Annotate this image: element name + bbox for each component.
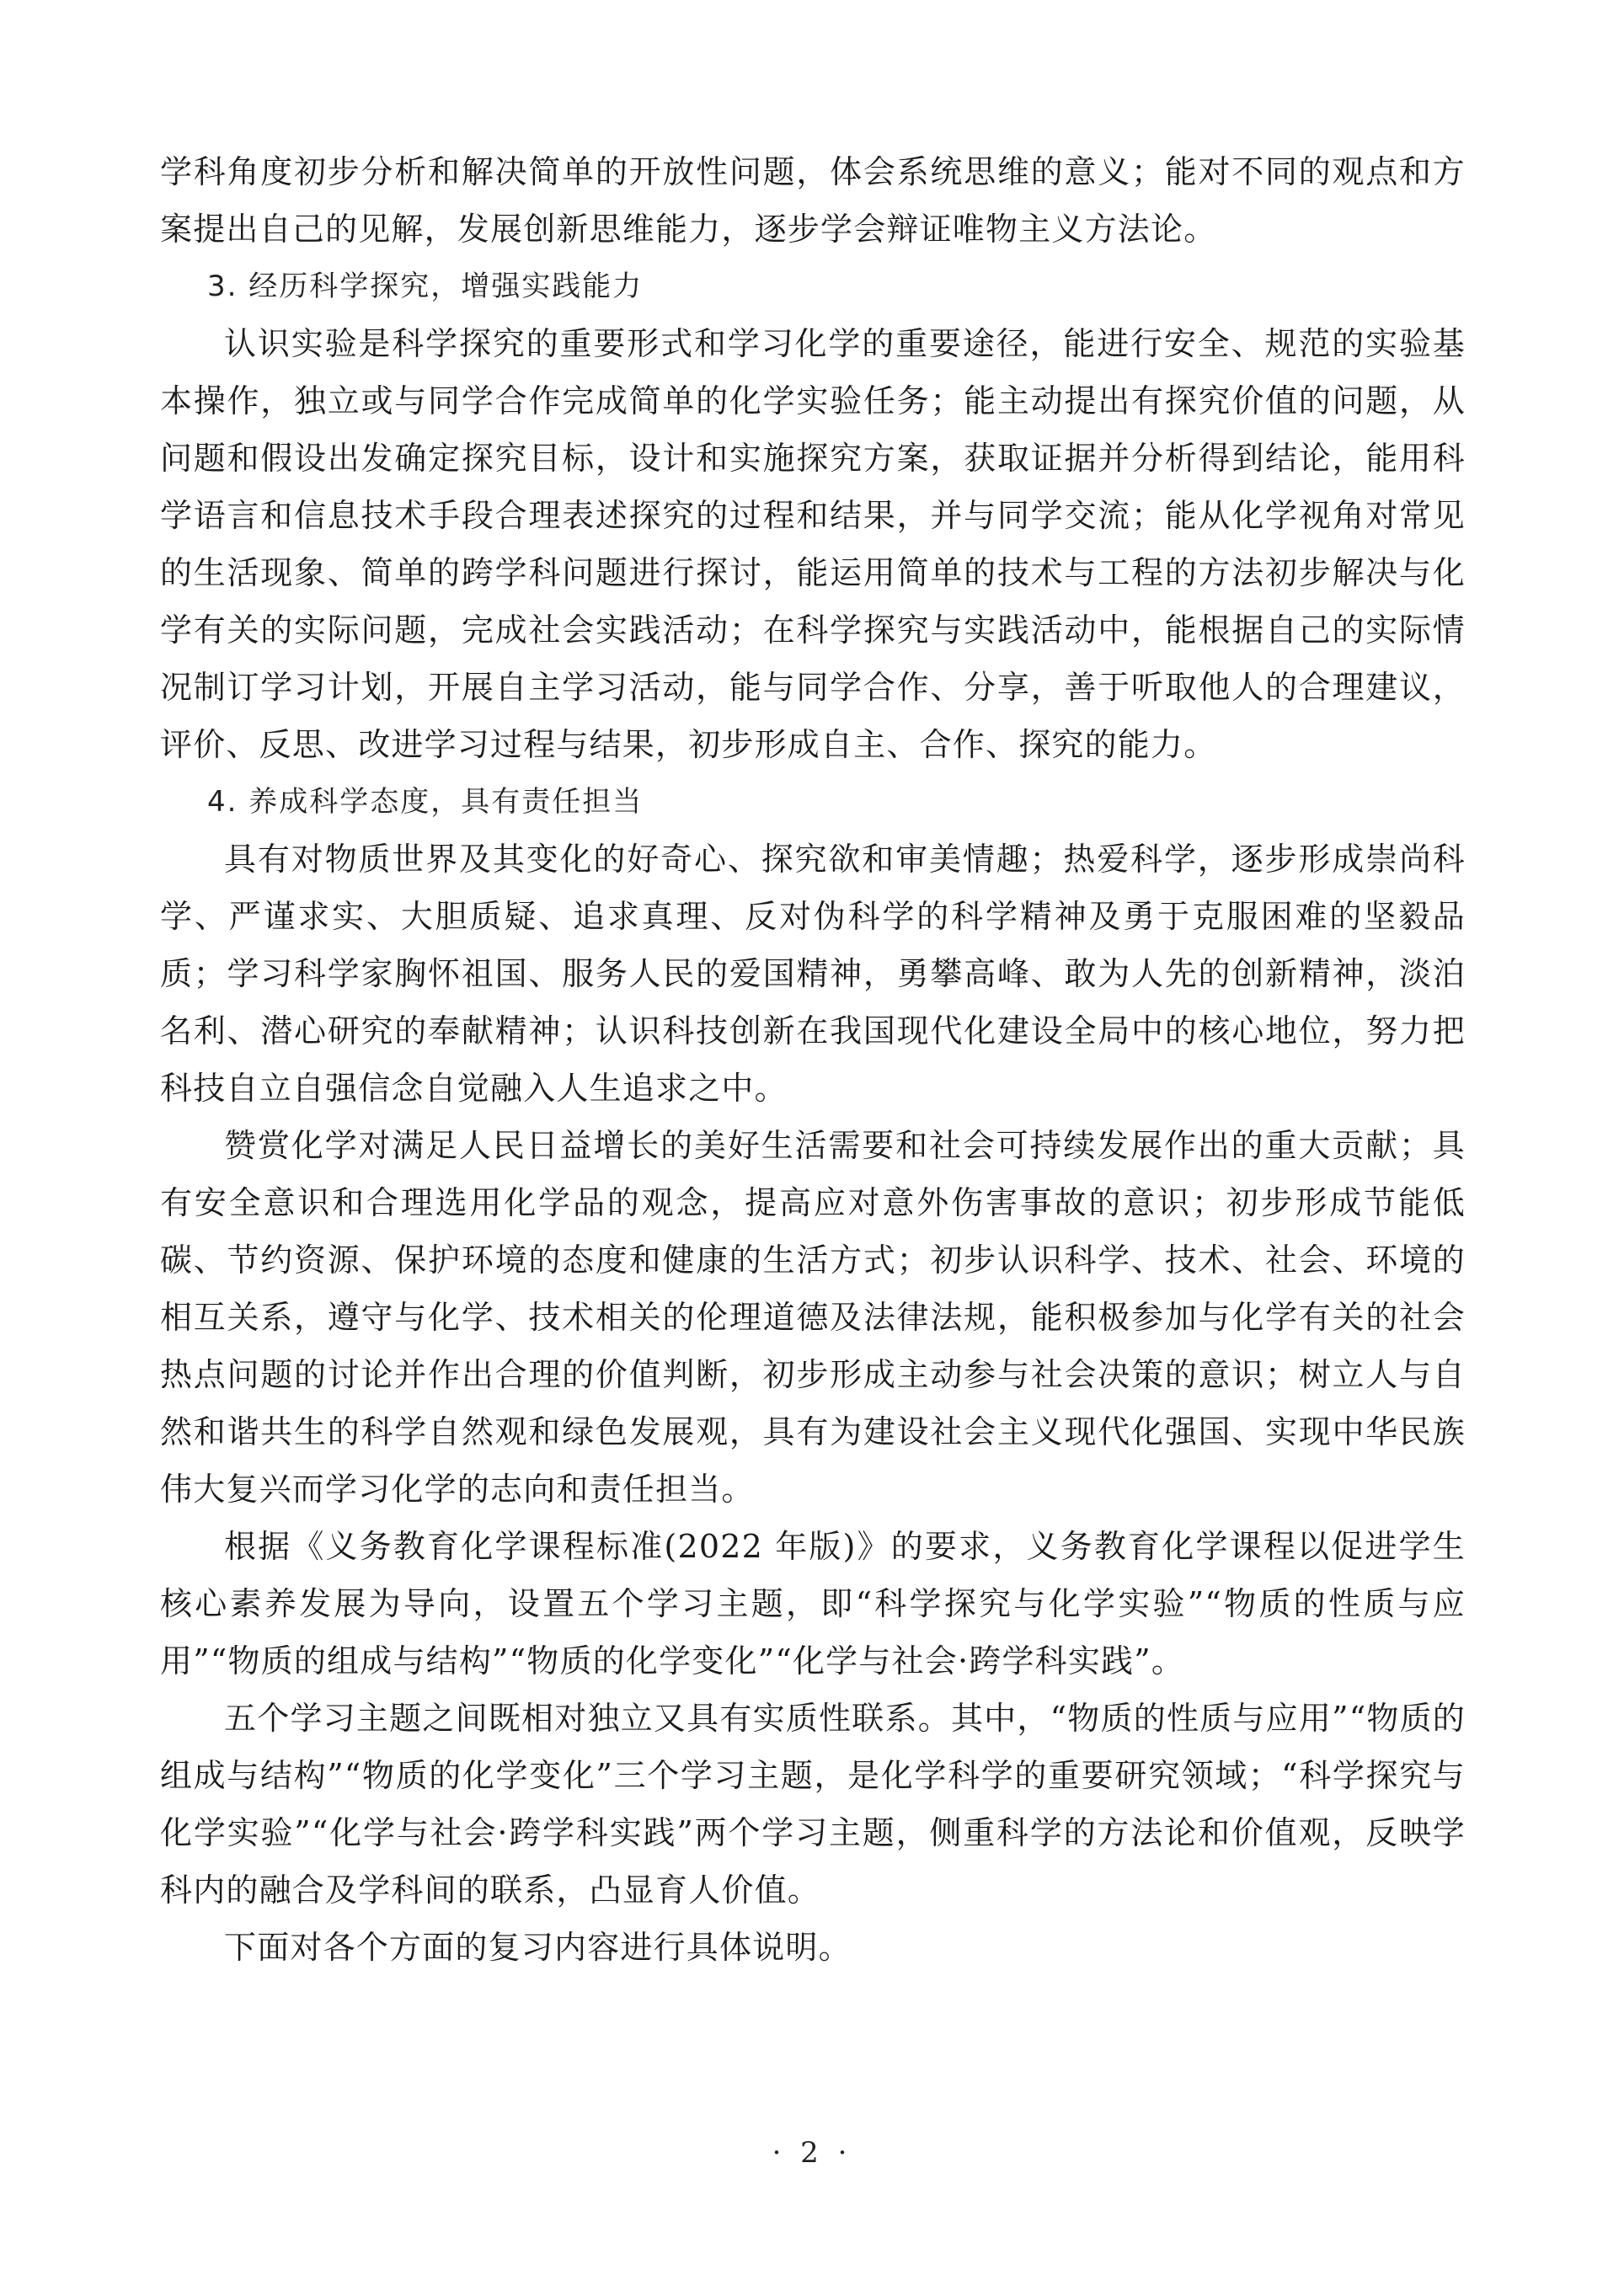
section-heading-3: 3. 经历科学探究，增强实践能力 bbox=[207, 270, 644, 303]
paragraph-closing: 下面对各个方面的复习内容进行具体说明。 bbox=[224, 1929, 852, 1966]
page-body bbox=[160, 143, 1466, 1976]
paragraph-curriculum-standard: 根据《义务教育化学课程标准(2022 年版)》的要求，义务教育化学课程以促进学生核心素养发展为导向，设置五个学习主题，即“科学探究与化学实验”“物质的性质与应用”“物质的组成与结构”“物质的化学变化”“化学与社会·跨学科实践”。 bbox=[160, 1528, 1466, 1680]
paragraph-appreciation: 赞赏化学对满足人民日益增长的美好生活需要和社会可持续发展作出的重大贡献；具有安全意识和合理选用化学品的观念，提高应对意外伤害事故的意识；初步形成节能低碳、节约资源、保护环境的态度和健康的生活方式；初步认识科学、技术、社会、环境的相互关系，遵守与化学、技术相关的伦理道德及法律法规，能积极参加与化学有关的社会热点问题的讨论并作出合理的价值判断，初步形成主动参与社会决策的意识；树立人与自然和谐共生的科学自然观和绿色发展观，具有为建设社会主义现代化强国、实现中华民族伟大复兴而学习化学的志向和责任担当。 bbox=[160, 1127, 1466, 1508]
paragraph-five-themes: 五个学习主题之间既相对独立又具有实质性联系。其中，“物质的性质与应用”“物质的组成与结构”“物质的化学变化”三个学习主题，是化学科学的重要研究领域；“科学探究与化学实验”“化学与社会·跨学科实践”两个学习主题，侧重科学的方法论和价值观，反映学科内的融合及学科间的联系，凸显育人价值。 bbox=[160, 1700, 1466, 1909]
paragraph-scientific-attitude: 具有对物质世界及其变化的好奇心、探究欲和审美情趣；热爱科学，逐步形成崇尚科学、严谨求实、大胆质疑、追求真理、反对伪科学的科学精神及勇于克服困难的坚毅品质；学习科学家胸怀祖国、服务人民的爱国精神，勇攀高峰、敢为人先的创新精神，淡泊名利、潜心研究的奉献精神；认识科技创新在我国现代化建设全局中的核心地位，努力把科技自立自强信念自觉融入人生追求之中。 bbox=[160, 841, 1466, 1107]
paragraph-experiment: 认识实验是科学探究的重要形式和学习化学的重要途径，能进行安全、规范的实验基本操作，独立或与同学合作完成简单的化学实验任务；能主动提出有探究价值的问题，从问题和假设出发确定探究目标，设计和实施探究方案，获取证据并分析得到结论，能用科学语言和信息技术手段合理表述探究的过程和结果，并与同学交流；能从化学视角对常见的生活现象、简单的跨学科问题进行探讨，能运用简单的技术与工程的方法初步解决与化学有关的实际问题，完成社会实践活动；在科学探究与实践活动中，能根据自己的实际情况制订学习计划，开展自主学习活动，能与同学合作、分享，善于听取他人的合理建议，评价、反思、改进学习过程与结果，初步形成自主、合作、探究的能力。 bbox=[160, 325, 1466, 763]
section-heading-4: 4. 养成科学态度，具有责任担当 bbox=[207, 785, 644, 819]
paragraph-intro-continuation: 学科角度初步分析和解决简单的开放性问题，体会系统思维的意义；能对不同的观点和方案提出自己的见解，发展创新思维能力，逐步学会辩证唯物主义方法论。 bbox=[160, 153, 1466, 248]
page-number: · 2 · bbox=[772, 2136, 852, 2170]
